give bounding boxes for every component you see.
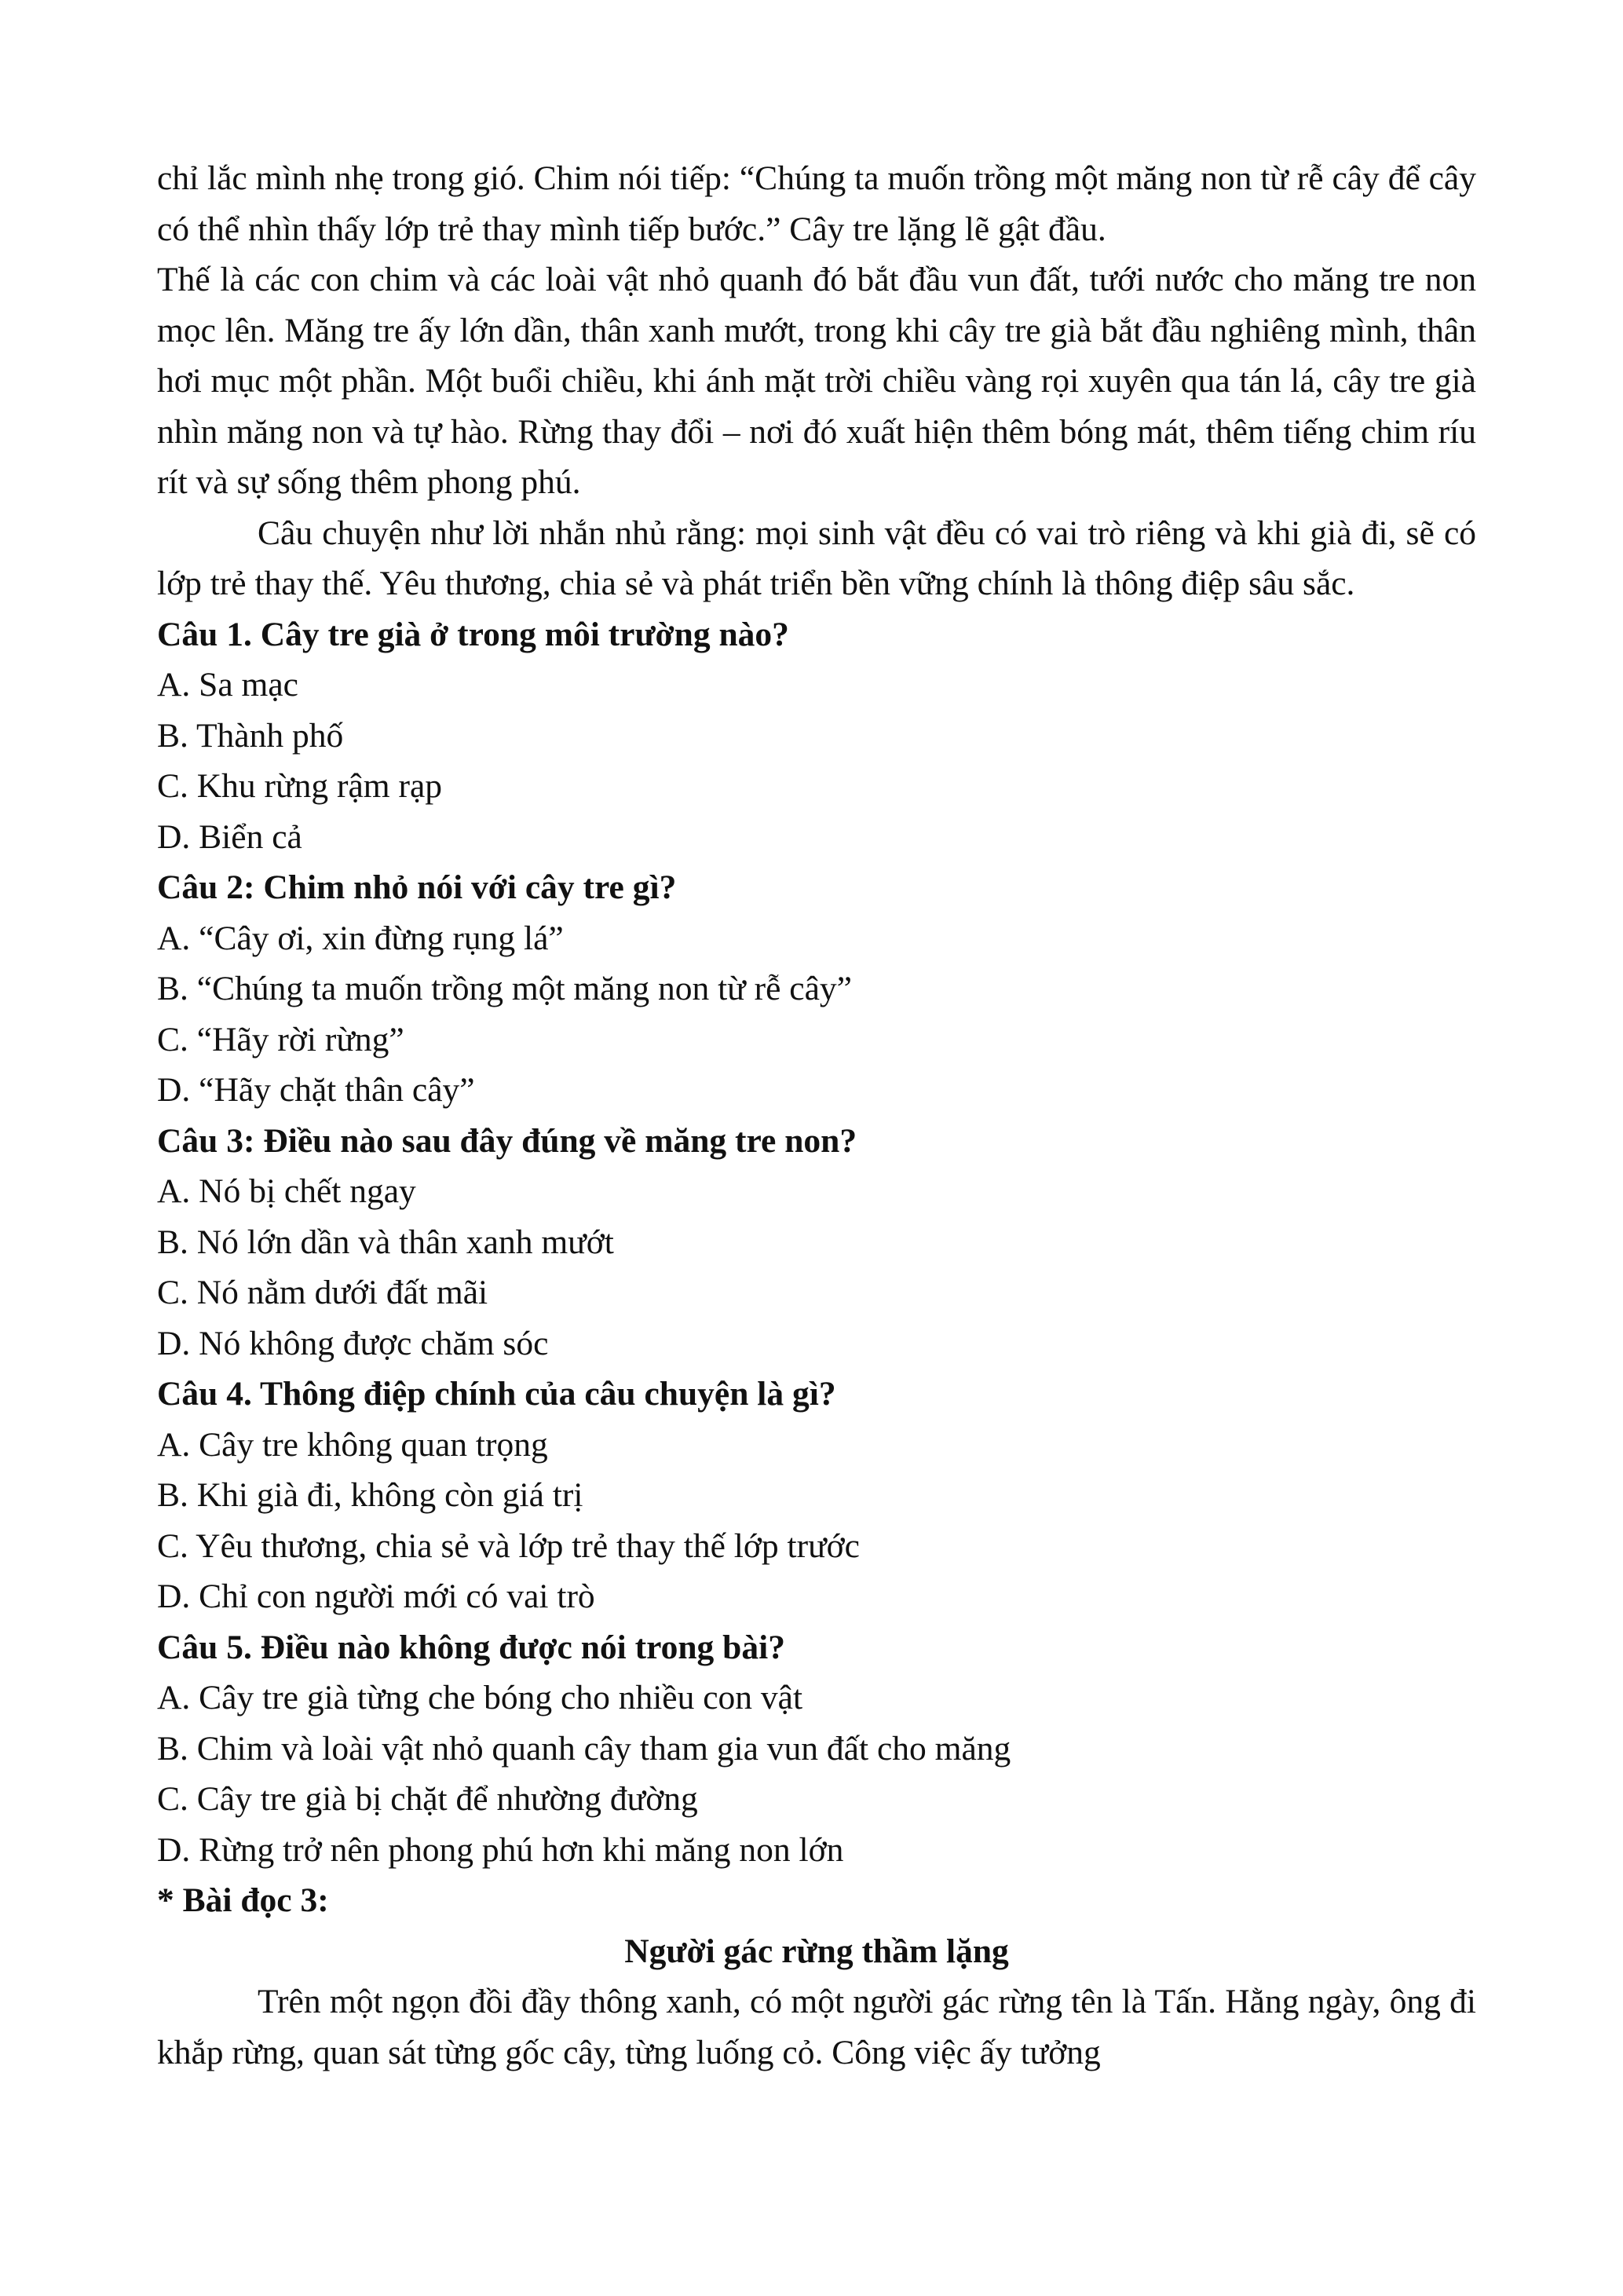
passage-paragraph: Thế là các con chim và các loài vật nhỏ quanh đó bắt đầu vun đất, tưới nước cho măng tre non mọc lên. Măng tre ấy lớn dần, thân xanh mướt, trong khi cây tre già bắt đầu nghiêng mình, thân hơi mục một phần. Một buổi chiều, khi ánh mặt trời chiều vàng rọi xuyên qua tán lá, cây tre già nhìn măng non và tự hào. Rừng thay đổi – nơi đó xuất hiện thêm bóng mát, thêm tiếng chim ríu rít và sự sống thêm phong phú. (157, 261, 1476, 501)
answer-option: C. Yêu thương, chia sẻ và lớp trẻ thay thế lớp trước (157, 1526, 860, 1565)
question-block (157, 1116, 1476, 1369)
answer-option: C. Nó nằm dưới đất mãi (157, 1274, 488, 1311)
answer-option: C. Khu rừng rậm rạp (157, 767, 443, 805)
document-page (157, 153, 1476, 2078)
question-title: Câu 1. Cây tre già ở trong môi trường nào? (157, 615, 789, 653)
answer-option: B. Khi già đi, không còn giá trị (157, 1476, 583, 1514)
reading-heading: * Bài đọc 3: (157, 1881, 329, 1919)
answer-option: C. Cây tre già bị chặt để nhường đường (157, 1780, 698, 1818)
answer-option: C. “Hãy rời rừng” (157, 1020, 404, 1058)
answer-option: D. Biển cả (157, 817, 302, 856)
question-title: Câu 2: Chim nhỏ nói với cây tre gì? (157, 868, 677, 906)
answer-option: B. Nó lớn dần và thân xanh mướt (157, 1223, 614, 1261)
question-title: Câu 5. Điều nào không được nói trong bài? (157, 1628, 785, 1666)
answer-option: D. Chỉ con người mới có vai trò (157, 1578, 595, 1615)
answer-option: A. Sa mạc (157, 666, 298, 704)
question-block (157, 1369, 1476, 1622)
story-title: Người gác rừng thầm lặng (624, 1932, 1009, 1970)
answer-option: B. “Chúng ta muốn trồng một măng non từ rễ cây” (157, 970, 852, 1007)
story-paragraph: Trên một ngọn đồi đầy thông xanh, có một người gác rừng tên là Tấn. Hằng ngày, ông đi khắp rừng, quan sát từng gốc cây, từng luống cỏ. Công việc ấy tưởng (157, 1983, 1476, 2071)
question-title: Câu 4. Thông điệp chính của câu chuyện là gì? (157, 1375, 836, 1413)
answer-option: D. Rừng trở nên phong phú hơn khi măng non lớn (157, 1830, 844, 1869)
answer-option: B. Thành phố (157, 716, 344, 755)
passage-paragraph: Câu chuyện như lời nhắn nhủ rằng: mọi sinh vật đều có vai trò riêng và khi già đi, sẽ có lớp trẻ thay thế. Yêu thương, chia sẻ và phát triển bền vững chính là thông điệp sâu sắc. (157, 514, 1476, 602)
answer-option: A. “Cây ơi, xin đừng rụng lá” (157, 919, 564, 957)
question-title: Câu 3: Điều nào sau đây đúng về măng tre non? (157, 1121, 857, 1160)
answer-option: D. “Hãy chặt thân cây” (157, 1071, 475, 1109)
question-block (157, 609, 1476, 863)
answer-option: D. Nó không được chăm sóc (157, 1324, 549, 1362)
answer-option: B. Chim và loài vật nhỏ quanh cây tham gia vun đất cho măng (157, 1729, 1011, 1768)
answer-option: A. Nó bị chết ngay (157, 1172, 416, 1210)
question-block (157, 862, 1476, 1116)
answer-option: A. Cây tre không quan trọng (157, 1425, 548, 1464)
answer-option: A. Cây tre già từng che bóng cho nhiều con vật (157, 1679, 803, 1717)
question-block (157, 1622, 1476, 1876)
passage-paragraph: chỉ lắc mình nhẹ trong gió. Chim nói tiếp: “Chúng ta muốn trồng một măng non từ rễ cây để cây có thể nhìn thấy lớp trẻ thay mình tiếp bước.” Cây tre lặng lẽ gật đầu. (157, 159, 1476, 248)
